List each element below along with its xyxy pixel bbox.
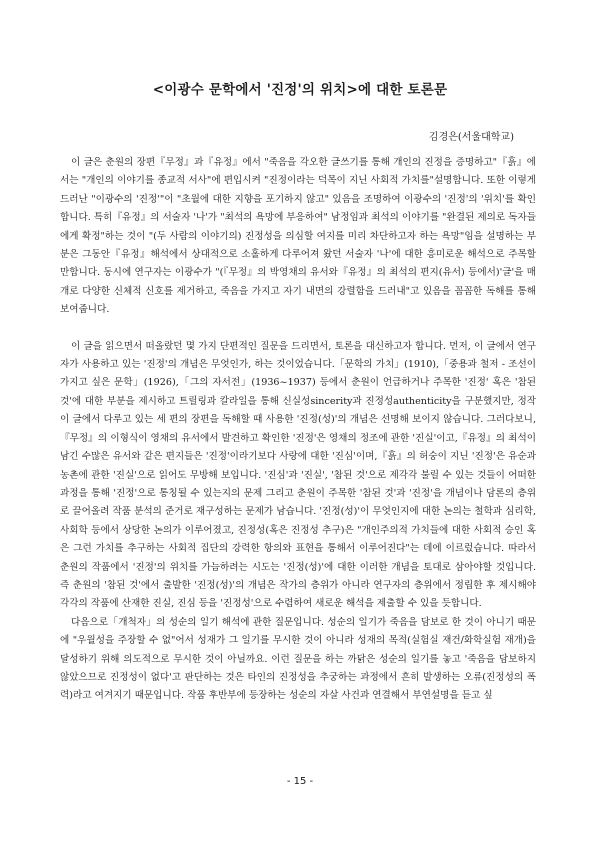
paragraph: 다음으로「개척자」의 성순의 일기 해석에 관한 질문입니다. 성순의 일기가 죽음을 담보로 한 것이 아니기 때문에 "우월성을 주장할 수 없"어서 성재가 그 일기를 무시한 것이 아니라 성재의 목적(실험실 재건/화학실험 재개)을 달성하기 위해 의도적으로 무시한 것이 아닐까요. 이런 질문을 하는 까닭은 성순의 일기를 놓고 '죽음을 담보하지 않았으므로 진정성이 없다'고 판단하는 것은 타인의 진정성을 추궁하는 과정에서 흔히 발생하는 오류(진정성의 폭력)라고 여겨지기 때문입니다. 작품 후반부에 등장하는 성순의 자살 사건과 연결해서 부연설명을 듣고 싶	[60, 616, 536, 702]
paragraph: 이 글은 춘원의 장편『무정』과『유정』에서 "죽음을 각오한 글쓰기를 통해 개인의 진정을 증명하고"『흙』에서는 "개인의 이야기를 종교적 서사"에 편입시켜 "진정이라는 덕목이 지닌 사회적 가치를"설명합니다. 또한 이렇게 드러난 "이광수의 '진정'"이 "초월에 대한 지향을 포기하지 않고" 있음을 조명하여 이광수의 '진정'의 '위치'를 확인합니다. 특히『유정』의 서술자 '나'가 "최석의 욕망에 부응하여" 남정임과 최석의 이야기를 "완결된 제의로 독자들에게 확정"하는 것이 "(두 사람의 이야기의) 진정성을 의심할 여지를 미리 차단하고자 하는 욕망"임을 설명하는 부분은 그동안『유정』해석에서 상대적으로 소홀하게 다루어져 왔던 서술자 '나'에 대한 흥미로운 해석으로 주목할 만합니다. 동시에 연구자는 이광수가 "(『무정』의 박영채의 유서와『유정』의 최석의 편지(유서) 등에서)'글'을 매개로 다양한 신체적 신호를 제거하고, 죽음을 가지고 자기 내면의 강렬함을 드러내"고 있음을 꼼꼼한 독해를 통해 보여줍니다.	[60, 157, 536, 316]
document-body	[60, 154, 536, 706]
paragraph: 이 글을 읽으면서 떠올랐던 몇 가지 단편적인 질문을 드리면서, 토론을 대신하고자 합니다. 먼저, 이 글에서 연구자가 사용하고 있는 '진정'의 개념은 무엇인가, 하는 것이었습니다.「문학의 가치」(1910),「중용과 철저 - 조선이 가지고 싶은 문학」(1926),「그의 자서전」(1936~1937) 등에서 춘원이 언급하거나 주목한 '진정' 혹은 '참된 것'에 대한 부분을 제시하고 트릴링과 칼라일을 통해 신실성sincerity과 진정성authenticity을 구분했지만, 정작 이 글에서 다루고 있는 세 편의 장편을 독해할 때 사용한 '진정(성)'의 개념은 선명해 보이지 않습니다. 그러다보니,『무정』의 이형식이 영채의 유서에서 발견하고 확인한 '진정'은 영채의 정조에 관한 '진실'이고,『유정』의 최석이 남긴 수많은 유서와 같은 편지들은 '진정'이라기보다 사랑에 대한 '진심'이며,『흙』의 허숭이 지닌 '진정'은 유순과 농촌에 관한 '진실'으로 읽어도 무방해 보입니다. '진심'과 '진실', '참된 것'으로 제각각 불릴 수 있는 것들이 어떠한 과정을 통해 '진정'으로 통칭될 수 있는지의 문제 그리고 춘원이 주목한 '참된 것'과 '진정'을 개념이나 담론의 층위로 끌어올려 작품 분석의 준거로 재구성하는 문제가 남습니다. '진정(성)'이 무엇인지에 대한 논의는 철학과 심리학, 사회학 등에서 상당한 논의가 이루어졌고, 진정성(혹은 진정성 추구)은 "개인주의적 가치들에 대한 사회적 승인 혹은 그런 가치를 추구하는 사회적 집단의 강력한 항의와 표현을 통해서 이루어진다"는 데에 이르렀습니다. 따라서 춘원의 작품에서 '진정'의 위치를 가늠하려는 시도는 '진정(성)'에 대한 이러한 개념을 토대로 삼아야할 것입니다. 즉 춘원의 '참된 것'에서 출발한 '진정(성)'의 개념은 작가의 층위가 아니라 연구자의 층위에서 정립한 후 제시해야 각각의 작품에 산재한 진실, 진심 등을 '진정성'으로 수렴하여 새로운 해석을 제출할 수 있을 듯합니다.	[60, 340, 536, 610]
page-number: - 15 -	[286, 776, 314, 787]
page-title: <이광수 문학에서 '진정'의 위치>에 대한 토론문	[152, 82, 448, 98]
author-affiliation: 김경은(서울대학교)	[428, 132, 514, 143]
